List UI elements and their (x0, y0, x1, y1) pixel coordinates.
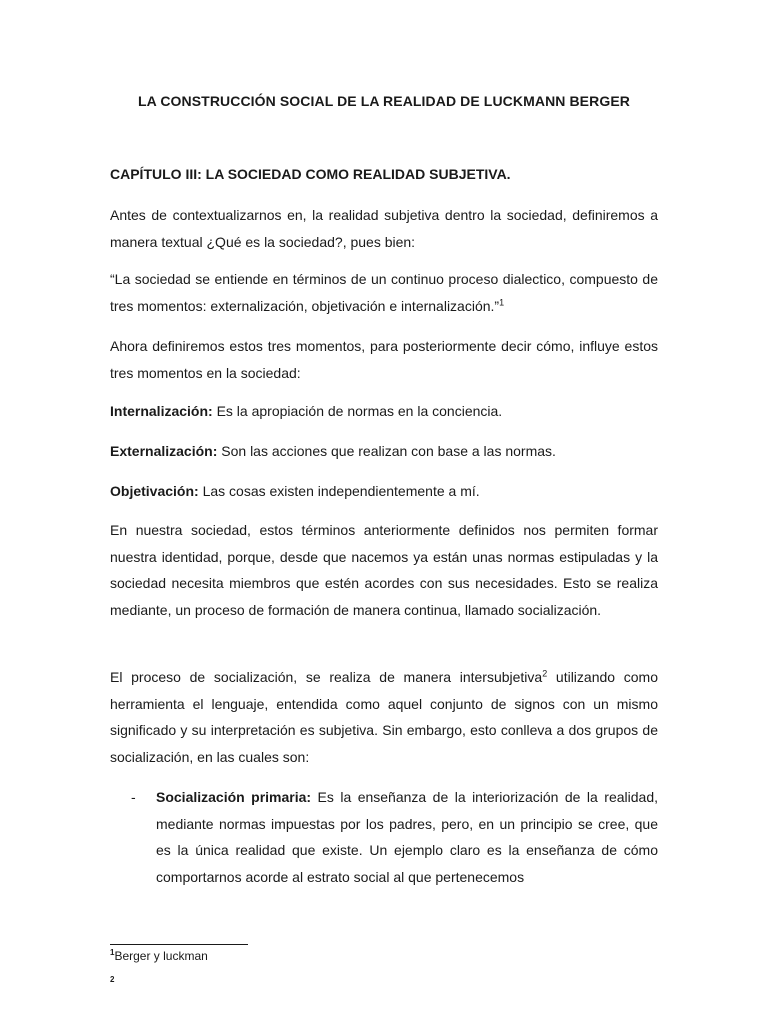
definition-text: Son las acciones que realizan con base a las normas. (217, 443, 556, 459)
definition-term: Internalización: (110, 403, 213, 419)
socialization-paragraph (110, 664, 658, 770)
footnote-number: 2 (110, 975, 115, 984)
footnote-1 (110, 948, 208, 964)
definition-internalizacion (110, 398, 658, 425)
definition-objetivacion (110, 478, 658, 505)
moments-paragraph-text: Ahora definiremos estos tres momentos, para posteriormente decir cómo, influye estos tres momentos en la sociedad: (110, 338, 658, 381)
document-title: LA CONSTRUCCIÓN SOCIAL DE LA REALIDAD DE LUCKMANN BERGER (138, 93, 630, 109)
footnote-2 (110, 975, 114, 991)
footnote-text: Berger y luckman (114, 949, 208, 963)
list-item-text: Es la enseñanza de la interiorización de la realidad, mediante normas impuestas por los padres, pero, en un principio se cree, que es la única realidad que existe. Un ejemplo claro es la enseñanza de cómo comportarnos acorde al estrato social al que pertenecemos (156, 789, 658, 885)
socialization-text-before: El proceso de socialización, se realiza de manera intersubjetiva (110, 669, 543, 685)
intro-paragraph-text: Antes de contextualizarnos en, la realidad subjetiva dentro la sociedad, definiremos a manera textual ¿Qué es la sociedad?, pues bien: (110, 207, 658, 250)
chapter-heading: CAPÍTULO III: LA SOCIEDAD COMO REALIDAD SUBJETIVA. (110, 166, 511, 182)
identity-paragraph-text: En nuestra sociedad, estos términos anteriormente definidos nos permiten formar nuestra identidad, porque, desde que nacemos ya están unas normas estipuladas y la sociedad necesita miembros que estén acordes con sus necesidades. Esto se realiza mediante, un proceso de formación de manera continua, llamado socialización. (110, 522, 658, 618)
document-page (110, 0, 658, 1024)
footnote-separator (110, 944, 248, 945)
footnote-ref-1: 1 (499, 296, 505, 307)
definition-externalizacion (110, 438, 658, 465)
list-item-content (156, 784, 658, 890)
identity-paragraph (110, 517, 658, 623)
list-item-term: Socialización primaria: (156, 789, 312, 805)
definition-text: Las cosas existen independientemente a mí. (198, 483, 480, 499)
definition-term: Externalización: (110, 443, 218, 459)
footnote-number: 1 (110, 948, 115, 957)
definition-text: Es la apropiación de normas en la conciencia. (212, 403, 503, 419)
footnote-ref-2: 2 (542, 668, 548, 679)
quote-paragraph (110, 266, 658, 319)
list-bullet: - (131, 789, 136, 805)
moments-paragraph (110, 333, 658, 386)
intro-paragraph (110, 202, 658, 255)
socialization-text-after: utilizando como herramienta el lenguaje, entendida como aquel conjunto de signos con un mismo significado y su interpretación es subjetiva. Sin embargo, esto conlleva a dos grupos de socialización, en las cuales son: (110, 669, 658, 765)
definition-term: Objetivación: (110, 483, 199, 499)
quote-text: “La sociedad se entiende en términos de un continuo proceso dialectico, compuesto de tres momentos: externalización, objetivación e internalización.” (110, 271, 658, 314)
